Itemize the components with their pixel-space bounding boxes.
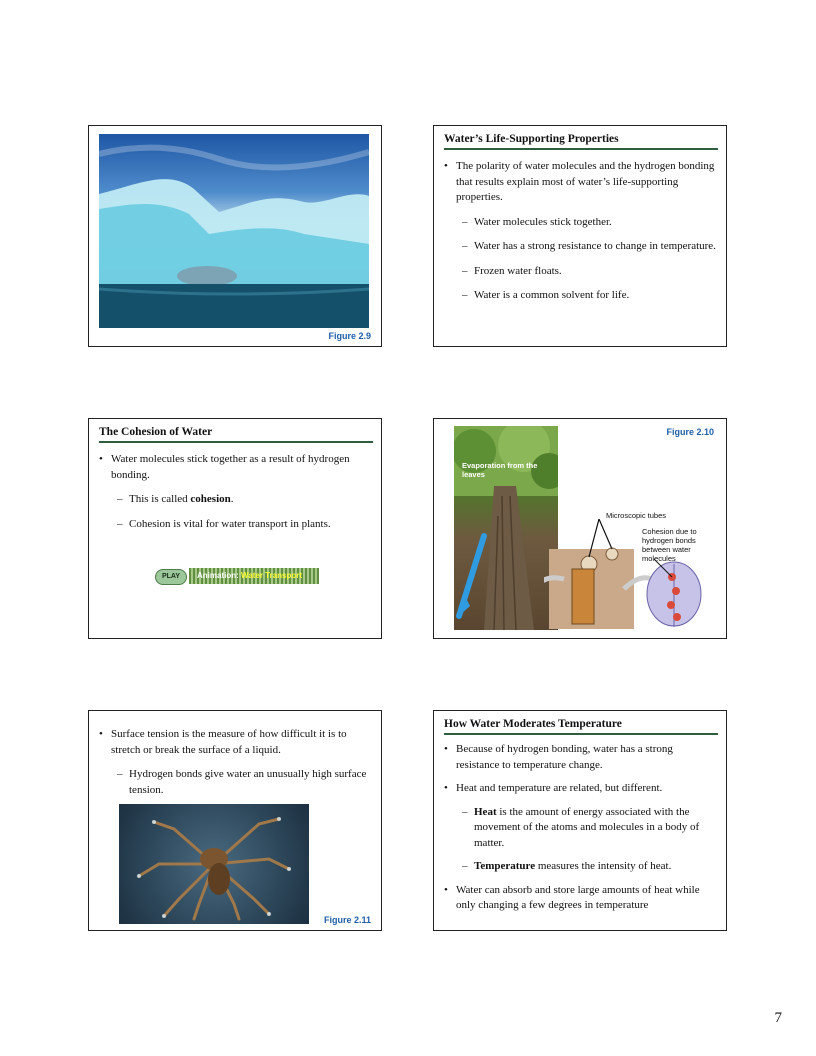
slide-title: The Cohesion of Water <box>99 426 373 443</box>
bullet-item: • Water can absorb and store large amounts of heat while only changing a few degrees in temperature <box>444 883 718 914</box>
page-number: 7 <box>774 1010 782 1026</box>
label-cohesion-line: between water <box>642 545 691 554</box>
subbullet-text: measures the intensity of heat. <box>535 860 672 872</box>
animation-link[interactable] <box>189 568 319 584</box>
heat-term: Heat <box>474 805 497 818</box>
subbullet-item: – Water is a common solvent for life. <box>444 288 718 304</box>
bullet-item: • Surface tension is the measure of how difficult it is to stretch or break the surface of a liquid. <box>99 727 373 758</box>
play-button[interactable]: PLAY <box>155 569 187 585</box>
bullet-item: • Water molecules stick together as a result of hydrogen bonding. <box>99 452 373 483</box>
slide-body <box>99 452 373 541</box>
slide-body <box>99 727 373 807</box>
slide-surface-tension <box>88 710 382 931</box>
slide-cohesion-of-water <box>88 418 382 639</box>
label-evaporation: Evaporation from the leaves <box>462 461 538 479</box>
subbullet-item <box>444 859 718 875</box>
slide-body <box>444 159 718 313</box>
label-microscopic-tubes: Microscopic tubes <box>606 511 667 520</box>
temperature-term: Temperature <box>474 860 536 872</box>
subbullet-item: – Water has a strong resistance to change in temperature. <box>444 239 718 255</box>
slide-water-transport-figure <box>433 418 727 639</box>
slide-iceberg <box>88 125 382 347</box>
slide-moderates-temperature <box>433 710 727 931</box>
xylem-diagram <box>544 519 724 634</box>
subbullet-item: – Water molecules stick together. <box>444 215 718 231</box>
bullet-item: • Heat and temperature are related, but different. <box>444 781 718 797</box>
slide-title: How Water Moderates Temperature <box>444 718 718 735</box>
animation-name: Water Transport <box>241 571 303 580</box>
subbullet-text-end: . <box>230 493 234 505</box>
subbullet-item <box>444 805 718 852</box>
slide-body <box>444 742 718 914</box>
slide-title: Water’s Life-Supporting Properties <box>444 133 718 150</box>
iceberg-photo <box>99 134 369 328</box>
subbullet-item: – Frozen water floats. <box>444 264 718 280</box>
subbullet-text: This is called <box>129 493 191 505</box>
label-cohesion-line: Cohesion due to <box>642 527 697 536</box>
animation-prefix: Animation: <box>197 571 241 580</box>
slide-life-supporting-properties <box>433 125 727 347</box>
bullet-item: • Because of hydrogen bonding, water has a strong resistance to temperature change. <box>444 742 718 773</box>
spider-photo <box>119 804 309 924</box>
label-cohesion-line: hydrogen bonds <box>642 536 696 545</box>
figure-caption: Figure 2.9 <box>328 331 371 341</box>
tree-photo <box>454 426 558 630</box>
subbullet-item: – Cohesion is vital for water transport in plants. <box>99 517 373 533</box>
label-cohesion-line: molecules <box>642 554 676 563</box>
figure-caption: Figure 2.11 <box>323 915 371 925</box>
label-cohesion <box>642 527 697 563</box>
figure-caption: Figure 2.10 <box>666 427 714 437</box>
subbullet-item: – Hydrogen bonds give water an unusually high surface tension. <box>99 767 373 798</box>
cohesion-term: cohesion <box>190 493 231 505</box>
subbullet-item <box>99 492 373 508</box>
subbullet-text: is the amount of energy associated with the movement of the atoms and molecules in a body of matter. <box>474 805 700 849</box>
bullet-item: • The polarity of water molecules and the hydrogen bonding that results explain most of water’s life-supporting properties. <box>444 159 718 206</box>
